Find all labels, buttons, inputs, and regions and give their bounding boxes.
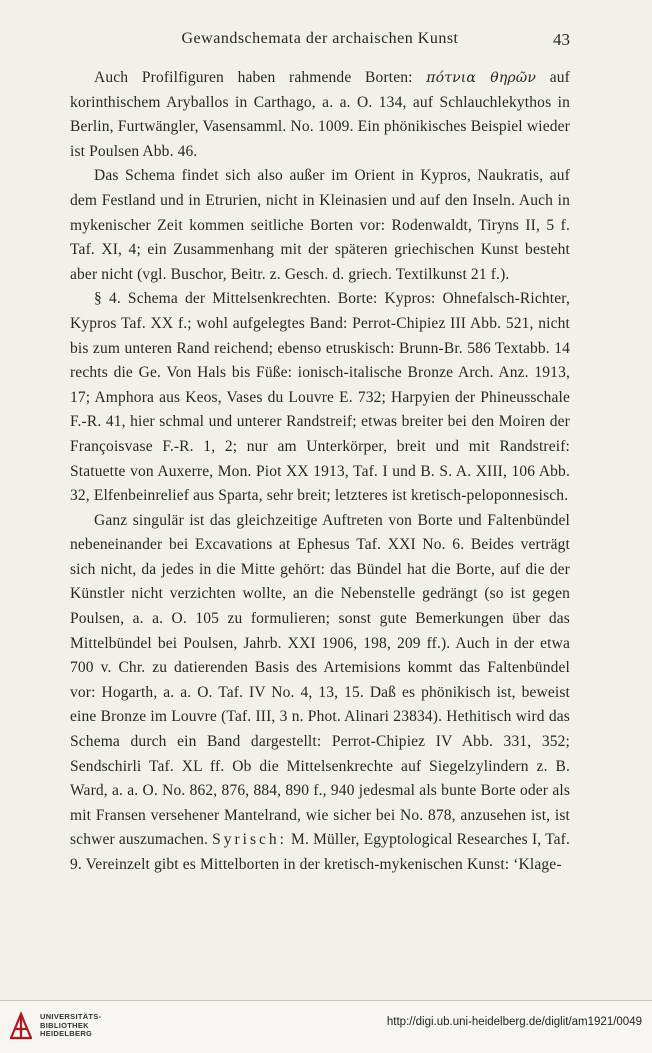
library-logo-text bbox=[40, 1013, 101, 1039]
paragraph-4 bbox=[70, 509, 570, 878]
footer-bar bbox=[0, 1000, 652, 1053]
page-number: 43 bbox=[553, 30, 570, 49]
paragraph-4-text-a: Ganz singulär ist das gleichzeitige Auftreten von Borte und Faltenbündel nebeneinander bei Excavations at Ephesus Taf. XXI No. 6. Beides verträgt sich nicht, da jedes in die Mitte gehört: das Bündel hat die Borte, auf die der Künstler nicht verzichten wollte, an die Nebenstelle gedrängt (so ist gegen Poulsen, a. a. O. 105 zu formulieren; sonst gute Bemerkungen über das Mittelbündel bei Poulsen, Jahrb. XXI 1906, 198, 209 ff.). Auch in der etwa 700 v. Chr. zu datierenden Basis des Artemisions kommt das Faltenbündel vor: Hogarth, a. a. O. Taf. IV No. 4, 13, 15. Daß es phönikisch ist, beweist eine Bronze im Louvre (Taf. III, 3 n. Phot. Alinari 23834). Hethitisch wird das Schema durch ein Band dargestellt: Perrot-Chipiez IV Abb. 331, 352; Sendschirli Taf. XL ff. Ob die Mittelsenkrechte auf Siegelzylindern z. B. Ward, a. a. O. No. 862, 876, 884, 890 f., 940 jedesmal als bunte Borte oder als mit Fransen versehener Mantelrand, wie sicher bei No. 878, anzusehen ist, ist schwer auszumachen. bbox=[70, 511, 570, 849]
paragraph-3: § 4. Schema der Mittelsenkrechten. Borte: Kypros: Ohnefalsch-Richter, Kypros Taf. XX f.; wohl aufgelegtes Band: Perrot-Chipiez III Abb. 521, nicht bis zum unteren Rand reichend; ebenso etruskisch: Brunn-Br. 586 Textabb. 14 rechts die Ge. Von Hals bis Füße: ionisch-italische Bronze Arch. Anz. 1913, 17; Amphora aus Keos, Vases du Louvre E. 732; Harpyien der Phineusschale F.-R. 41, hier schmal und unterer Randstreif; etwas breiter bei den Moiren der Françoisvase F.-R. 1, 2; nur am Unterkörper, breit und mit Randstreif: Statuette von Auxerre, Mon. Piot XX 1913, Taf. I und B. S. A. XIII, 106 Abb. 32, Elfenbeinrelief aus Sparta, sehr breit; letzteres ist kretisch-peloponnesisch. bbox=[70, 290, 570, 505]
paragraph-1-text-a: Auch Profilfiguren haben rahmende Borten: bbox=[94, 69, 413, 86]
spaced-term: Syrisch: bbox=[212, 831, 287, 849]
paragraph-1-text-b: auf korinthischem Aryballos in Carthago, a. a. O. 134, auf Schlauchlekythos in Berlin, Furtwängler, Vasensamml. No. 1009. Ein phönikisches Beispiel wieder ist Poulsen Abb. 46. bbox=[70, 69, 570, 160]
body-text bbox=[70, 66, 570, 878]
paragraph-4-text-b: M. Müller, Egyptological Researches I, Taf. 9. Vereinzelt gibt es Mittelborten in der kretisch-mykenischen Kunst: ‘Klage- bbox=[70, 831, 570, 873]
running-head bbox=[70, 30, 570, 54]
logo-line-3: HEIDELBERG bbox=[40, 1029, 93, 1039]
logo-line-2: BIBLIOTHEK bbox=[40, 1020, 89, 1030]
paragraph-1 bbox=[70, 66, 570, 164]
paragraph-2: Das Schema findet sich also außer im Orient in Kypros, Naukratis, auf dem Festland und in Etrurien, nicht in Kleinasien und auf den Inseln. Auch in mykenischer Zeit kommen seitliche Borten vor: Rodenwaldt, Tiryns II, 5 f. Taf. XI, 4; ein Zusammenhang mit der späteren griechischen Kunst besteht aber nicht (vgl. Buschor, Beitr. z. Gesch. d. griech. Textilkunst 21 f.). bbox=[70, 167, 570, 283]
running-title: Gewandschemata der archaischen Kunst bbox=[181, 30, 459, 47]
library-logo[interactable] bbox=[8, 1011, 101, 1041]
logo-line-1: UNIVERSITÄTS- bbox=[40, 1012, 102, 1022]
library-logo-icon bbox=[8, 1011, 34, 1041]
greek-phrase: πότνια θηρῶν bbox=[426, 70, 537, 86]
source-url-link[interactable]: http://digi.ub.uni-heidelberg.de/diglit/am1921/0049 bbox=[386, 1016, 642, 1028]
